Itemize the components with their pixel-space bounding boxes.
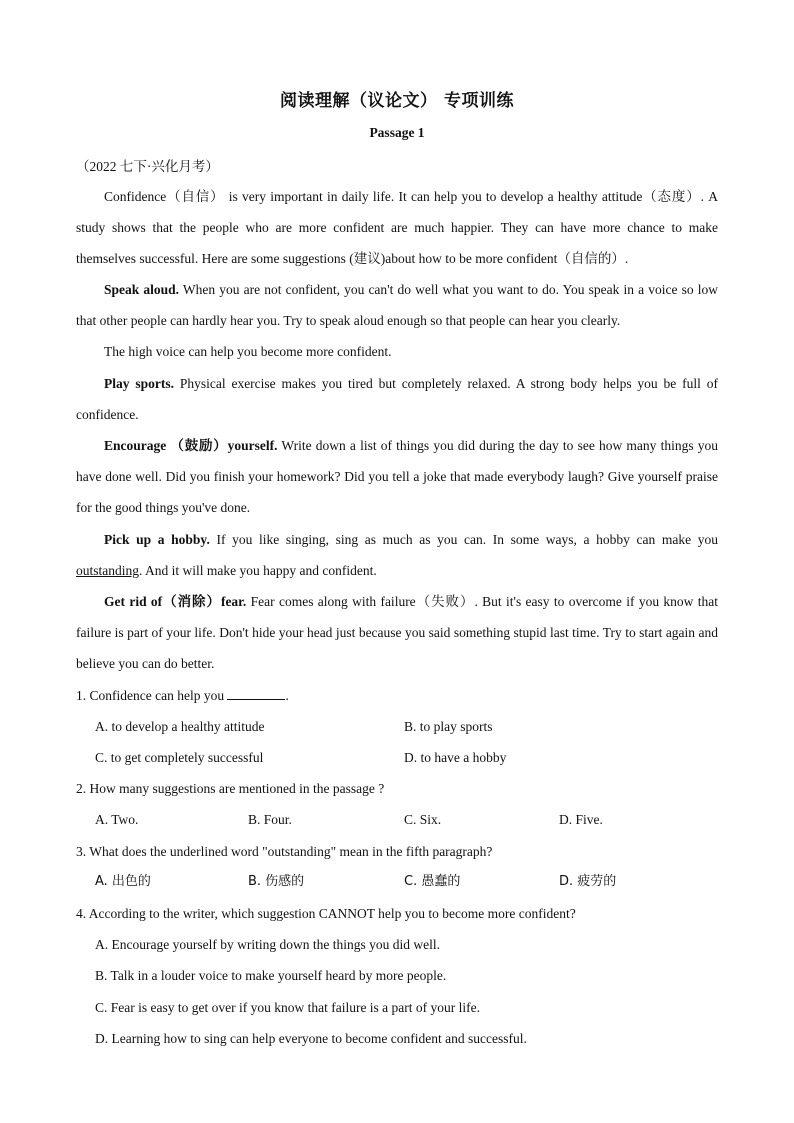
question-3-option-a[interactable]: A. 出色的 [95,874,151,889]
paragraph-play-sports-text: Physical exercise makes you tired but completely relaxed. A strong body helps you be full of confidence. [76,376,718,422]
paragraph-intro: Confidence（自信） is very important in daily life. It can help you to develop a healthy attitude（态度）. A study shows that the people who are more confident are much happier. They can have more chance to make themselves successful. Here are some suggestions (建议)about how to be more confident（自信的）. [76,189,718,266]
question-1: 1. Confidence can help you . [76,680,289,711]
paragraph-speak-aloud-text: When you are not confident, you can't do well what you want to do. You speak in a voice so low that other people can hardly hear you. Try to speak aloud enough so that people can hear you clearly. [76,282,718,328]
paragraph-encourage-text: Write down a list of things you did during the day to see how many things you have done well. Did you finish your homework? Did you tell a joke that made everybody laugh? Give yourself praise for the good things you've done. [76,438,718,515]
paragraph-fear [76,586,718,679]
answer-blank [227,685,285,700]
question-2-option-c[interactable]: C. Six. [404,812,442,827]
passage-label: Passage 1 [369,125,425,140]
paragraph-fear-text: Fear comes along with failure（失败）. But it's easy to overcome if you know that failure is part of your life. Don't hide your head just because you said something stupid last time. Try to start again and believe you can do better. [76,594,718,671]
question-3-stem: 3. What does the underlined word "outstanding" mean in the fifth paragraph? [76,844,493,859]
question-3-option-b[interactable]: B. 伤感的 [248,874,305,889]
paragraph-speak-aloud [76,274,718,336]
question-2-stem: 2. How many suggestions are mentioned in the passage ? [76,781,385,796]
question-1-option-a[interactable]: A. to develop a healthy attitude [95,719,265,734]
heading-hobby: Pick up a hobby. [104,532,210,547]
question-2-option-d[interactable]: D. Five. [559,812,603,827]
page-title: 阅读理解（议论文） 专项训练 [280,91,514,111]
paragraph-hobby [76,524,718,586]
question-1-option-c[interactable]: C. to get completely successful [95,750,264,765]
question-4-option-b[interactable]: B. Talk in a louder voice to make yourself heard by more people. [95,968,447,983]
question-3-option-d[interactable]: D. 疲劳的 [559,874,617,889]
question-4-option-d[interactable]: D. Learning how to sing can help everyone to become confident and successful. [95,1031,527,1046]
question-1-stem: 1. Confidence can help you [76,688,228,703]
question-4-option-c[interactable]: C. Fear is easy to get over if you know that failure is a part of your life. [95,1000,481,1015]
paragraph-high-voice: The high voice can help you become more confident. [104,344,392,359]
question-2-option-b[interactable]: B. Four. [248,812,292,827]
paragraph-hobby-text-b: . And it will make you happy and confident. [139,563,377,578]
question-2-option-a[interactable]: A. Two. [95,812,139,827]
paragraph-play-sports [76,368,718,430]
heading-speak-aloud: Speak aloud. [104,282,180,297]
underlined-word-outstanding: outstanding [76,563,139,578]
paragraph-hobby-text-a: If you like singing, sing as much as you can. In some ways, a hobby can make you [209,532,718,547]
question-3-option-c[interactable]: C. 愚蠢的 [404,874,461,889]
heading-fear: Get rid of（消除）fear. [104,594,247,609]
source-note: （2022 七下·兴化月考） [76,159,219,174]
paragraph-encourage [76,430,718,523]
question-4-option-a[interactable]: A. Encourage yourself by writing down the things you did well. [95,937,440,952]
heading-play-sports: Play sports. [104,376,174,391]
heading-encourage: Encourage （鼓励）yourself. [104,438,278,453]
question-1-option-b[interactable]: B. to play sports [404,719,493,734]
question-4-stem: 4. According to the writer, which suggestion CANNOT help you to become more confident? [76,906,576,921]
question-1-option-d[interactable]: D. to have a hobby [404,750,507,765]
